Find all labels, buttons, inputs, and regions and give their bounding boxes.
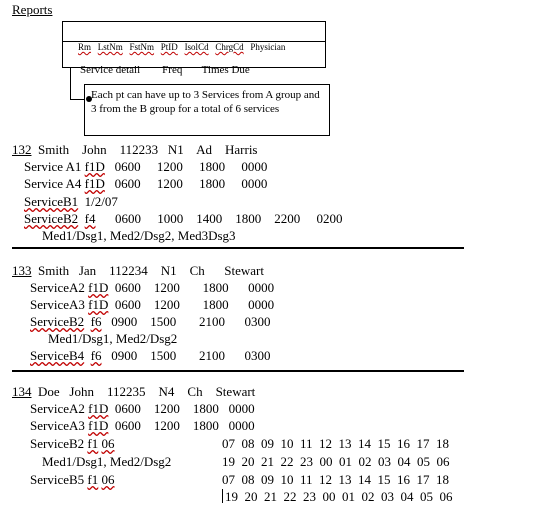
service-line: ServiceA3 f1D 0600 1200 1800 0000 [30,297,275,312]
record-header: 132 Smith John 112233 N1 Ad Harris [12,142,258,157]
field-last-name: LstNm [97,42,123,52]
medication-line: Med1/Dsg1, Med2/Dsg2, Med3Dsg3 [42,228,236,243]
service-line: ServiceB2 f4 0600 1000 1400 1800 2200 0200 [24,211,343,226]
hour-row: 19 20 21 22 23 00 01 02 03 04 05 06 [225,489,453,504]
service-line: ServiceB2 f1 06 [30,436,115,451]
field-charge-code: ChrgCd [215,42,244,52]
field-times-due: Times Due [201,64,250,76]
hour-row: 07 08 09 10 11 12 13 14 15 16 17 18 [222,436,450,451]
field-header-box [62,21,326,76]
service-line: ServiceB1 1/2/07 [24,194,118,209]
hour-row: 19 20 21 22 23 00 01 02 03 04 05 06 [222,454,450,469]
service-line: ServiceB2 f6 0900 1500 2100 0300 [30,314,271,329]
record-separator [12,370,464,372]
hour-row: 07 08 09 10 11 12 13 14 15 16 17 18 [222,472,450,487]
field-freq: Freq [162,64,183,76]
text-cursor [222,489,223,503]
field-pt-id: PtID [160,42,178,52]
service-line: ServiceA2 f1D 0600 1200 1800 0000 [30,401,255,416]
field-room: Rm [78,42,92,52]
box-divider [63,41,325,42]
service-line: ServiceB4 f6 0900 1500 2100 0300 [30,348,271,363]
service-line: ServiceB5 f1 06 [30,472,115,487]
service-line: ServiceA3 f1D 0600 1200 1800 0000 [30,418,255,433]
field-first-name: FstNm [129,42,155,52]
field-service-detail: Service detail [80,64,141,76]
record-separator [12,247,464,249]
page-title: Reports [12,2,53,17]
field-isol-code: IsolCd [184,42,209,52]
connector-line [70,99,84,100]
record-header: 134 Doe John 112235 N4 Ch Stewart [12,384,256,399]
field-physician: Physician [250,42,286,52]
record-header: 133 Smith Jan 112234 N1 Ch Stewart [12,263,264,278]
connector-line [70,68,71,99]
medication-line: Med1/Dsg1, Med2/Dsg2 [42,454,172,469]
service-line: Service A1 f1D 0600 1200 1800 0000 [24,159,268,174]
note-box: Each pt can have up to 3 Services from A group and 3 from the B group for a total of 6 services [84,84,330,136]
service-line: ServiceA2 f1D 0600 1200 1800 0000 [30,280,275,295]
service-line: Service A4 f1D 0600 1200 1800 0000 [24,176,268,191]
medication-line: Med1/Dsg1, Med2/Dsg2 [48,331,178,346]
